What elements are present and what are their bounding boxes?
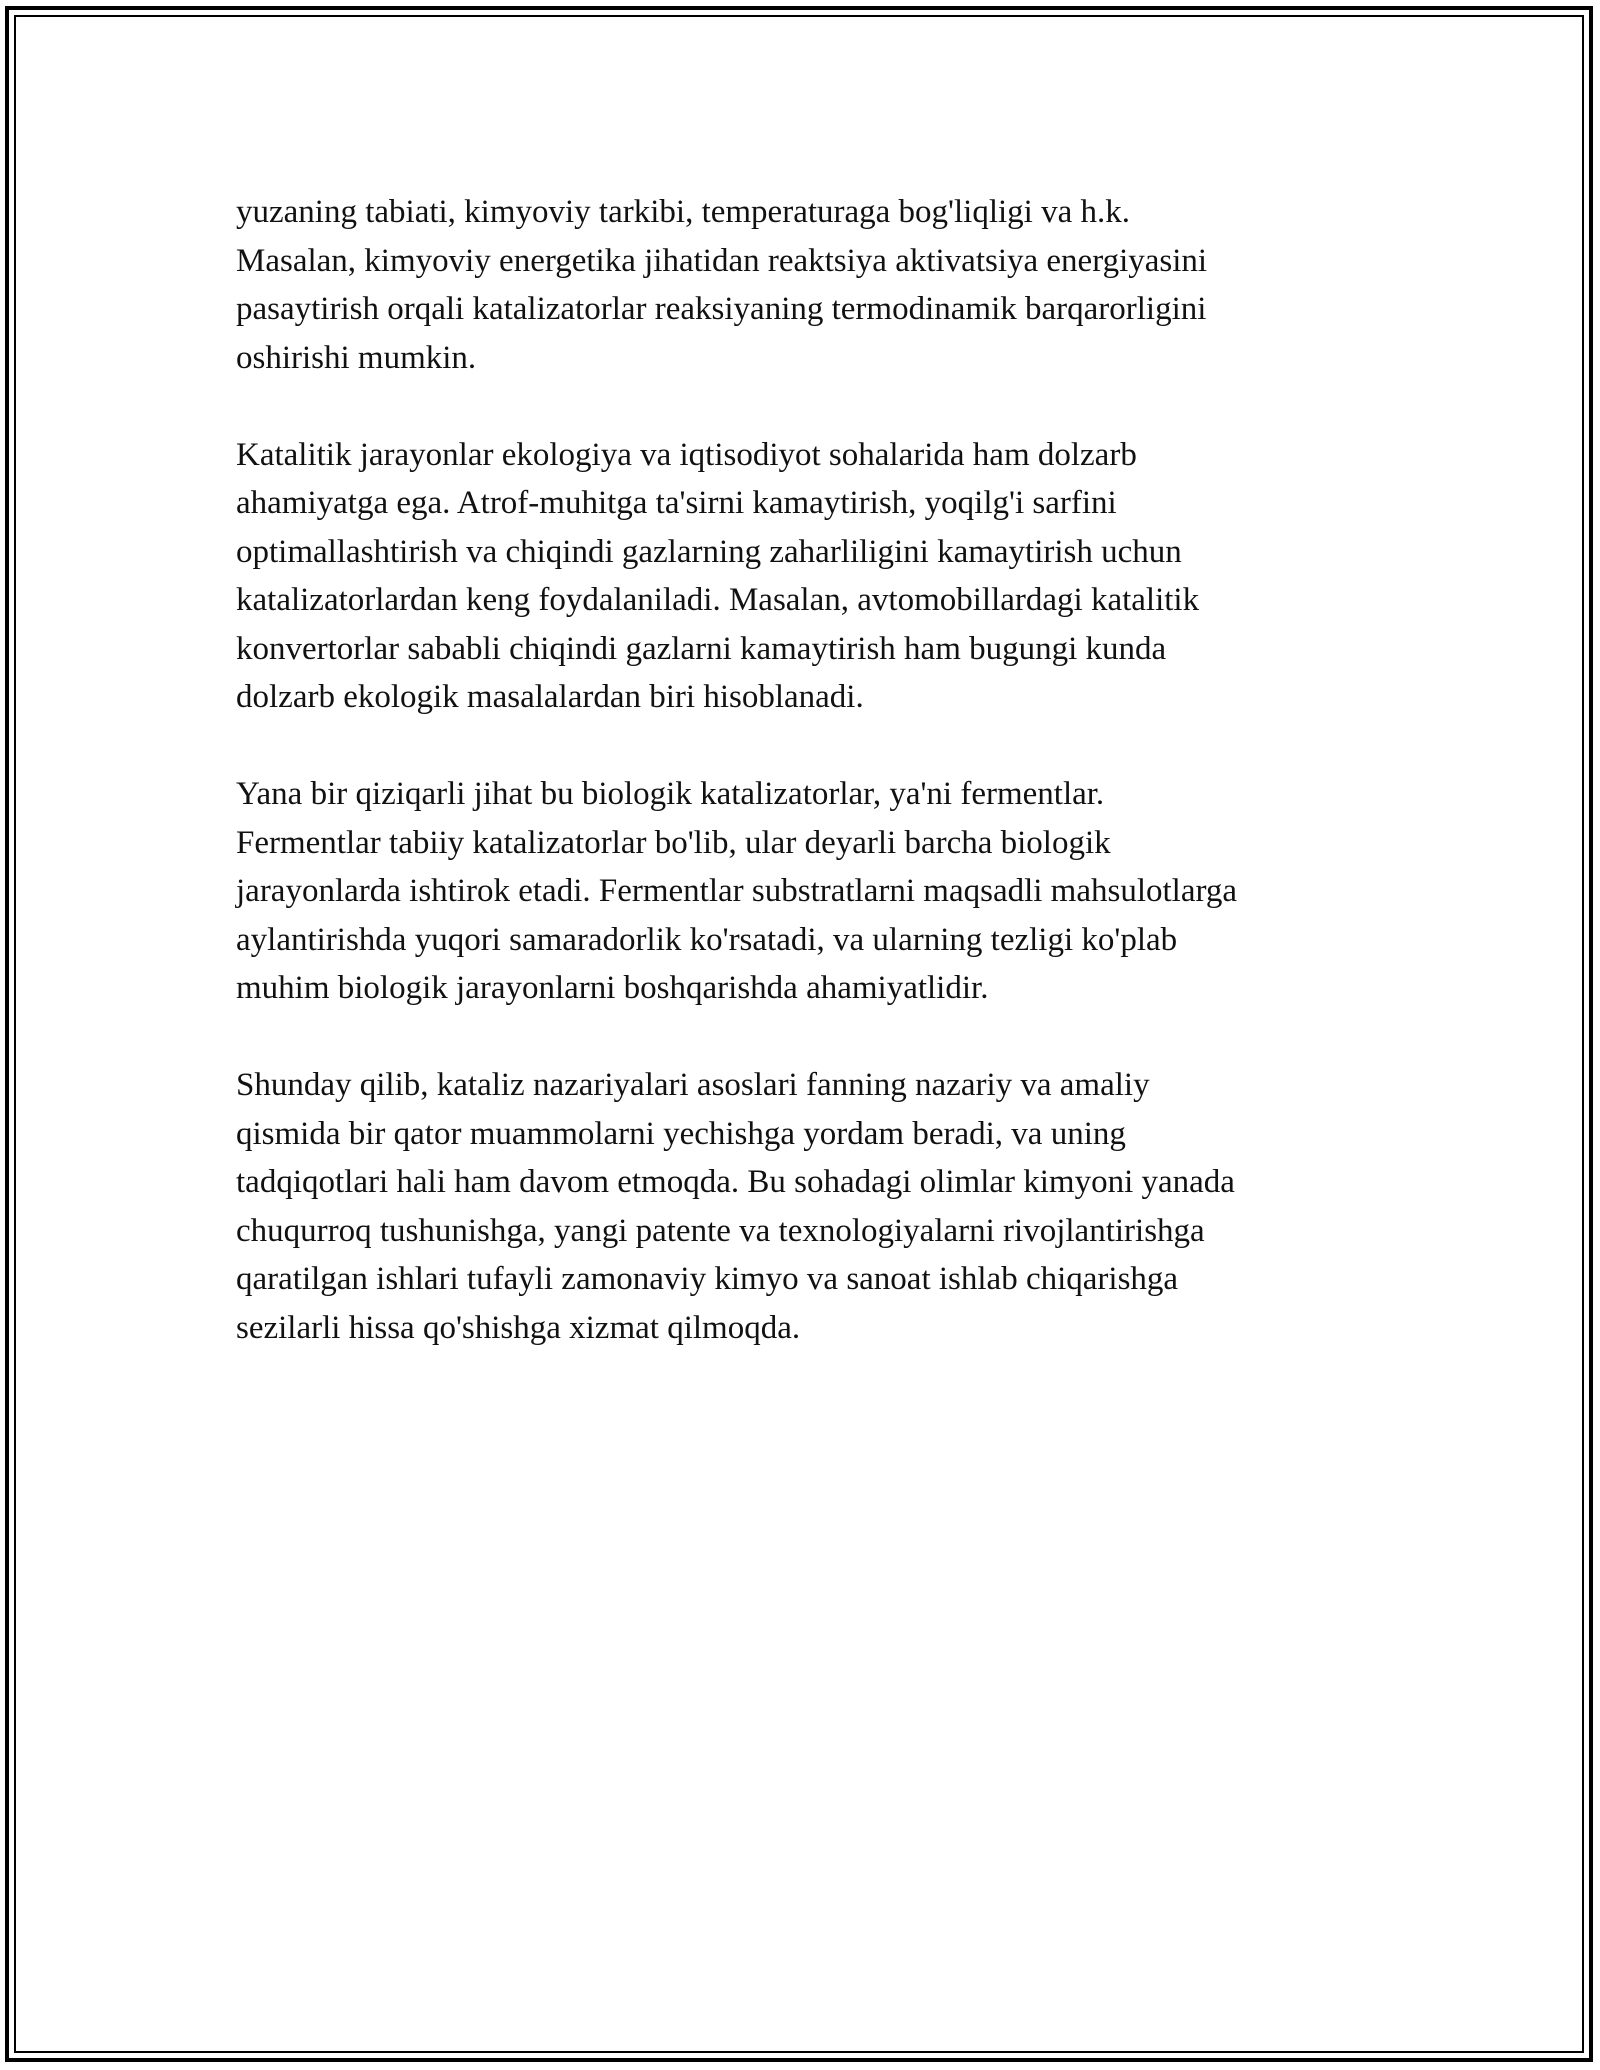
paragraph-1 (236, 188, 1361, 382)
text-line: aylantirishda yuqori samaradorlik ko'rsatadi, va ularning tezligi ko'plab (236, 921, 1178, 958)
text-line: chuqurroq tushunishga, yangi patente va texnologiyalarni rivojlantirishga (236, 1212, 1205, 1249)
text-line: sezilarli hissa qo'shishga xizmat qilmoqda. (236, 1309, 801, 1346)
text-line: Masalan, kimyoviy energetika jihatidan reaktsiya aktivatsiya energiyasini (236, 242, 1208, 279)
text-line: ahamiyatga ega. Atrof-muhitga ta'sirni kamaytirish, yoqilg'i sarfini (236, 485, 1117, 521)
paragraph-2 (236, 431, 1361, 722)
text-line: katalizatorlardan keng foydalaniladi. Masalan, avtomobillardagi katalitik (236, 582, 1200, 618)
text-line: Fermentlar tabiiy katalizatorlar bo'lib, ular deyarli barcha biologik (236, 824, 1111, 861)
text-line: Katalitik jarayonlar ekologiya va iqtisodiyot sohalarida ham dolzarb (236, 436, 1137, 473)
text-line: dolzarb ekologik masalalardan biri hisoblanadi. (236, 679, 864, 715)
text-line: Shunday qilib, kataliz nazariyalari asoslari fanning nazariy va amaliy (236, 1067, 1150, 1103)
text-line: oshirishi mumkin. (236, 339, 477, 376)
text-line: qaratilgan ishlari tufayli zamonaviy kimyo va sanoat ishlab chiqarishga (236, 1261, 1179, 1297)
text-line: qismida bir qator muammolarni yechishga yordam beradi, va uning (236, 1115, 1126, 1152)
text-line: konvertorlar sababli chiqindi gazlarni kamaytirish ham bugungi kunda (236, 630, 1167, 667)
document-body (236, 188, 1361, 1401)
text-line: muhim biologik jarayonlarni boshqarishda ahamiyatlidir. (236, 970, 989, 1006)
text-line: optimallashtirish va chiqindi gazlarning zaharliligini kamaytirish uchun (236, 533, 1182, 570)
text-line: pasaytirish orqali katalizatorlar reaksiyaning termodinamik barqarorligini (236, 291, 1207, 327)
text-line: Yana bir qiziqarli jihat bu biologik katalizatorlar, ya'ni fermentlar. (236, 776, 1105, 812)
paragraph-3 (236, 770, 1361, 1013)
text-line: jarayonlarda ishtirok etadi. Fermentlar substratlarni maqsadli mahsulotlarga (236, 873, 1238, 909)
text-line: tadqiqotlari hali ham davom etmoqda. Bu sohadagi olimlar kimyoni yanada (236, 1164, 1235, 1200)
paragraph-4 (236, 1061, 1361, 1352)
text-line: yuzaning tabiati, kimyoviy tarkibi, temperaturaga bog'liqligi va h.k. (236, 194, 1130, 230)
